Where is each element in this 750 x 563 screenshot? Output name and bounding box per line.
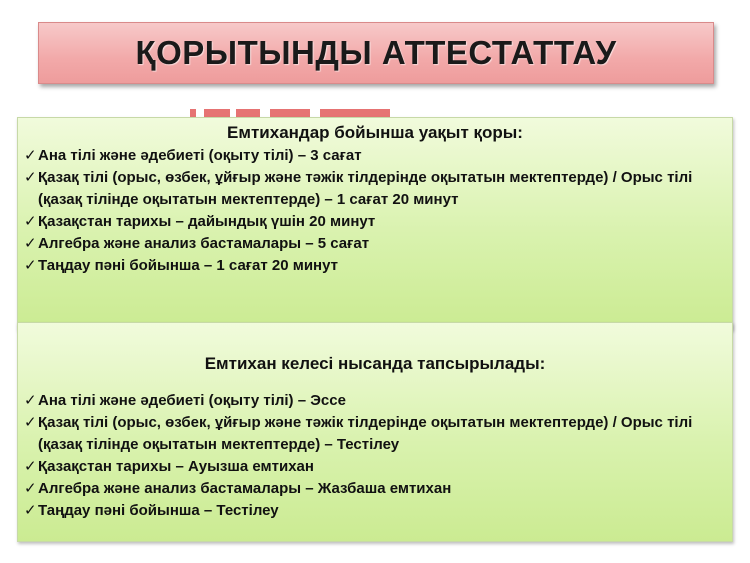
- check-mark-icon: ✓: [24, 235, 37, 252]
- list-item: ✓ Қазақ тілі (орыс, өзбек, ұйғыр және тәжік тілдерінде оқытатын мектептерде) / Орыс тілі (қазақ тілінде оқытатын мектептерде) – Тестілеу: [24, 414, 693, 453]
- check-mark-icon: ✓: [24, 169, 37, 186]
- list-item: ✓ Ана тілі және әдебиеті (оқыту тілі) – Эссе: [24, 390, 724, 412]
- list-item: ✓ Алгебра және анализ бастамалары – Жазбаша емтихан: [24, 478, 724, 500]
- slide-title-box: [38, 22, 714, 84]
- list-item: ✓ Ана тілі және әдебиеті (оқыту тілі) – 3 сағат: [24, 145, 724, 167]
- list-item: ✓ Алгебра және анализ бастамалары – 5 сағат: [24, 233, 724, 255]
- exam-format-heading: Емтихан келесі нысанда тапсырылады:: [204, 354, 546, 373]
- time-allocation-list: [18, 145, 732, 277]
- list-item: ✓ Қазақстан тарихы – Ауызша емтихан: [24, 456, 724, 478]
- list-item: ✓ Таңдау пәні бойынша – 1 сағат 20 минут: [24, 255, 724, 277]
- time-allocation-heading: Емтихандар бойынша уақыт қоры:: [227, 123, 523, 142]
- check-mark-icon: ✓: [24, 414, 37, 431]
- time-allocation-panel: [17, 117, 733, 330]
- check-mark-icon: ✓: [24, 458, 37, 475]
- exam-format-list: [18, 390, 732, 522]
- list-item: ✓ Таңдау пәні бойынша – Тестілеу: [24, 500, 724, 522]
- exam-format-panel: [17, 322, 733, 542]
- hidden-text-fragment: [190, 109, 390, 117]
- check-mark-icon: ✓: [24, 502, 37, 519]
- check-mark-icon: ✓: [24, 392, 37, 409]
- list-item: ✓ Қазақ тілі (орыс, өзбек, ұйғыр және тәжік тілдерінде оқытатын мектептерде) / Орыс тілі (қазақ тілінде оқытатын мектептерде) – 1 сағат 20 минут: [24, 169, 693, 208]
- check-mark-icon: ✓: [24, 480, 37, 497]
- check-mark-icon: ✓: [24, 257, 37, 274]
- check-mark-icon: ✓: [24, 213, 37, 230]
- slide-title: ҚОРЫТЫНДЫ АТТЕСТАТТАУ: [135, 34, 617, 71]
- list-item: ✓ Қазақстан тарихы – дайындық үшін 20 минут: [24, 211, 724, 233]
- check-mark-icon: ✓: [24, 147, 37, 164]
